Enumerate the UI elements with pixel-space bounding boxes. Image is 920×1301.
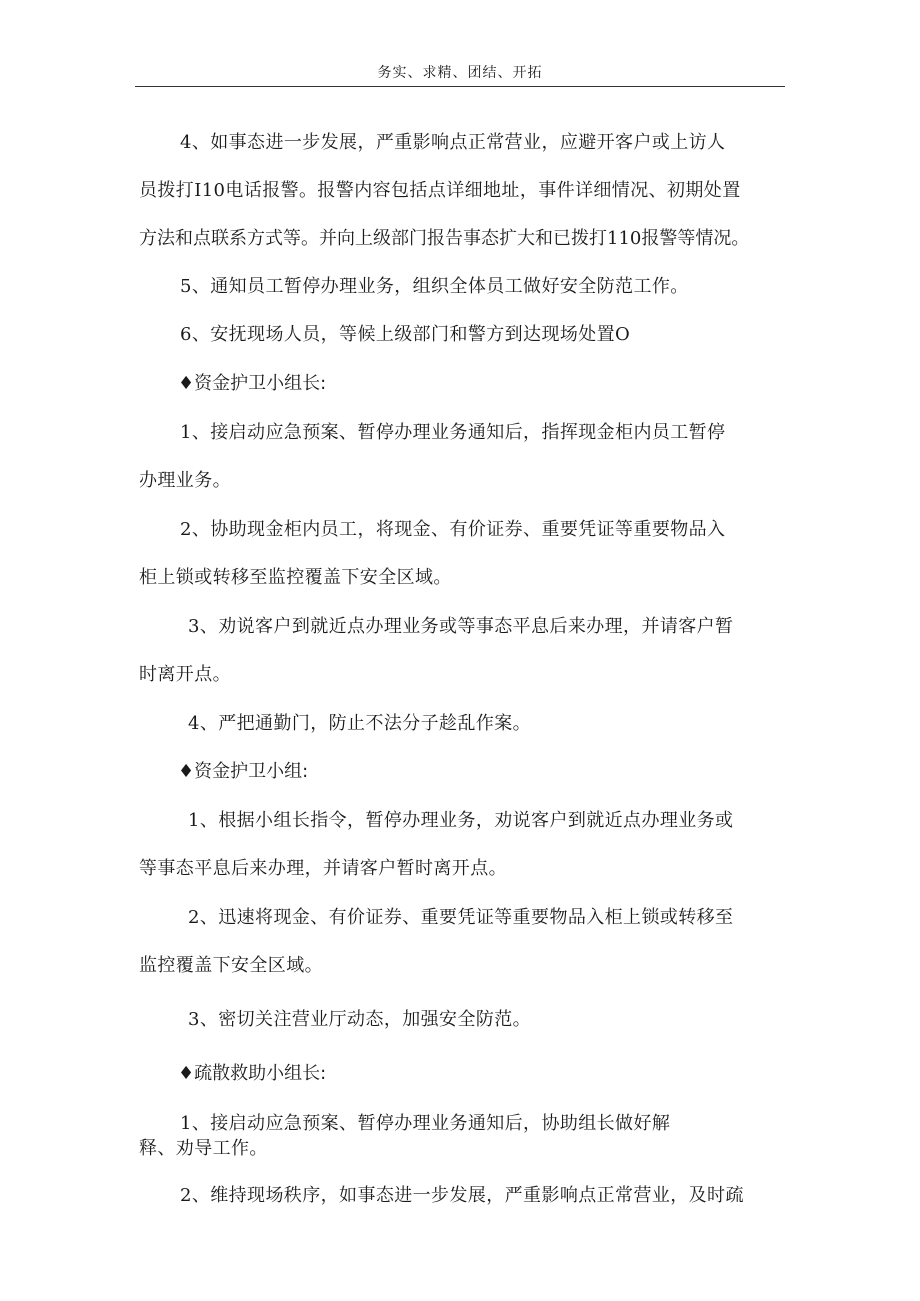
section-heading: ♦资金护卫小组: [178,761,309,782]
paragraph-line: 6、安抚现场人员，等候上级部门和警方到达现场处置O [180,324,631,345]
paragraph-line: 时离开点。 [139,664,231,685]
paragraph-line: 办理业务。 [139,470,231,491]
paragraph-line: 柜上锁或转移至监控覆盖下安全区域。 [139,567,452,588]
paragraph-line: 员拨打I10电话报警。报警内容包括点详细地址，事件详细情况、初期处置 [139,180,741,201]
paragraph-line: 监控覆盖下安全区域。 [139,955,323,976]
paragraph-line: 1、接启动应急预案、暂停办理业务通知后，指挥现金柜内员工暂停 [180,422,726,443]
section-heading: ♦资金护卫小组长: [178,373,327,394]
paragraph-line: 方法和点联系方式等。并向上级部门报告事态扩大和已拨打110报警等情况。 [139,228,750,249]
paragraph-line: 4、如事态进一步发展，严重影响点正常营业，应避开客户或上访人 [180,132,726,153]
paragraph-line: 1、接启动应急预案、暂停办理业务通知后，协助组长做好解 [180,1113,671,1134]
paragraph-line: 1、根据小组长指令，暂停办理业务，劝说客户到就近点办理业务或 [188,810,734,831]
header-divider [135,86,785,87]
paragraph-line: 3、劝说客户到就近点办理业务或等事态平息后来办理，并请客户暂 [188,616,734,637]
paragraph-line: 2、迅速将现金、有价证券、重要凭证等重要物品入柜上锁或转移至 [188,907,734,928]
paragraph-line: 5、通知员工暂停办理业务，组织全体员工做好安全防范工作。 [180,276,689,297]
header-motto: 务实、求精、团结、开拓 [377,65,543,81]
paragraph-line: 3、密切关注营业厅动态，加强安全防范。 [188,1009,532,1030]
paragraph-line: 释、劝导工作。 [139,1138,268,1159]
section-heading: ♦疏散救助小组长: [178,1063,327,1084]
paragraph-line: 2、维持现场秩序，如事态进一步发展，严重影响点正常营业，及时疏 [180,1185,744,1206]
paragraph-line: 2、协助现金柜内员工，将现金、有价证券、重要凭证等重要物品入 [180,519,726,540]
paragraph-line: 4、严把通勤门，防止不法分子趁乱作案。 [188,713,532,734]
paragraph-line: 等事态平息后来办理，并请客户暂时离开点。 [139,858,507,879]
